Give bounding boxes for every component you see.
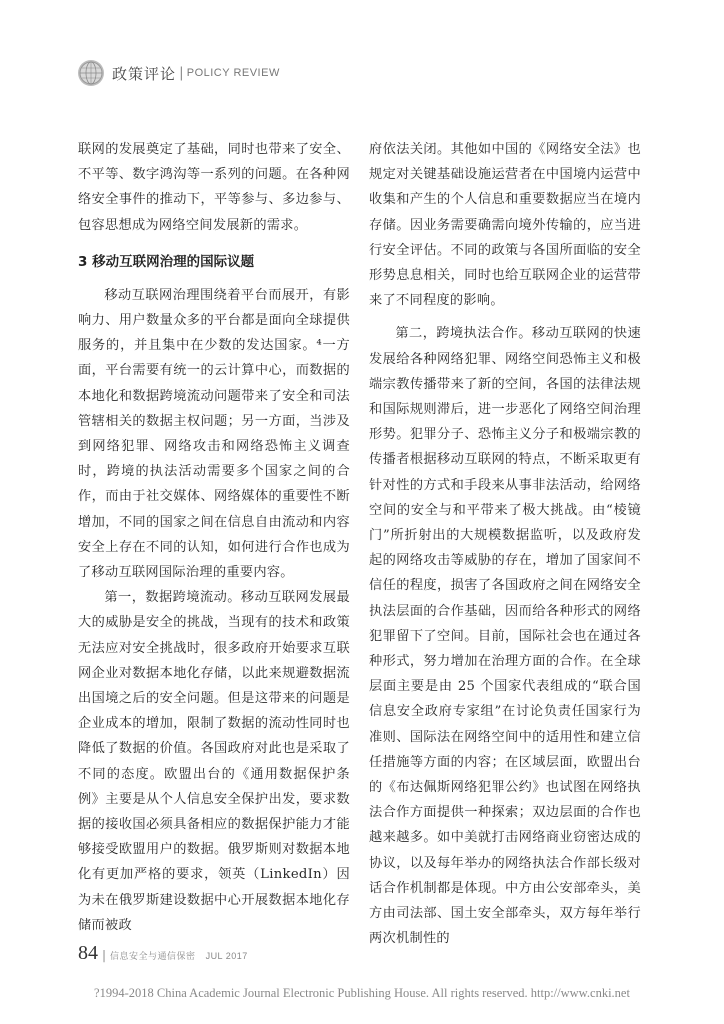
journal-name: 信息安全与通信保密: [110, 952, 196, 962]
section-heading: 3 移动互联网治理的国际议题: [78, 253, 255, 270]
journal-section-title-en: POLICY REVIEW: [186, 67, 280, 79]
left-paragraph-1: 联网的发展奠定了基础，同时也带来了安全、不平等、数字鸿沟等一系列的问题。在各种网络安全事件的推动下，平等参与、多边参与、包容思想成为网络空间发展新的需求。: [78, 142, 350, 233]
page-header: [78, 58, 280, 88]
copyright-notice: ?1994-2018 China Academic Journal Electronic Publishing House. All rights reserved. http://www.cnki.net: [94, 986, 630, 1000]
page-number: 84: [78, 942, 98, 964]
right-paragraph-2: 第二，跨境执法合作。移动互联网的快速发展给各种网络犯罪、网络空间恐怖主义和极端宗教传播带来了新的空间，各国的法律法规和国际规则滞后，进一步恶化了网络空间治理形势。犯罪分子、恐怖主义分子和极端宗教的传播者根据移动互联网的特点，不断采取更有针对性的方式和手段来从事非法活动，给网络空间的安全与和平带来了极大挑战。由“棱镜门”所折射出的大规模数据监听，以及政府发起的网络攻击等威胁的存在，增加了国家间不信任的程度，损害了各国政府之间在网络安全执法层面的合作基础，因而给各种形式的网络犯罪留下了空间。目前，国际社会也在通过各种形式，努力增加在治理方面的合作。在全球层面主要是由 25 个国家代表组成的“联合国信息安全政府专家组”在讨论负责任国家行为准则、国际法在网络空间中的适用性和建立信任措施等方面的内容；在区域层面，欧盟出台的《布达佩斯网络犯罪公约》也试图在网络执法合作方面提供一种探索；双边层面的合作也越来越多。如中美就打击网络商业窃密达成的协议，以及每年举办的网络执法合作部长级对话合作机制都是体现。中方由公安部牵头，美方由司法部、国土安全部牵头，双方每年举行两次机制性的: [369, 326, 641, 947]
right-column: [369, 137, 641, 952]
right-paragraph-1: 府依法关闭。其他如中国的《网络安全法》也规定对关键基础设施运营者在中国境内运营中收集和产生的个人信息和重要数据应当在境内存储。因业务需要确需向境外传输的，应当进行安全评估。不同的政策与各国所面临的安全形势息息相关，同时也给互联网企业的运营带来了不同程度的影响。: [369, 142, 641, 309]
page-footer: [78, 942, 248, 965]
journal-section-title: 政策评论: [112, 64, 177, 83]
header-separator: |: [179, 65, 184, 81]
globe-emblem-icon: [78, 60, 104, 86]
left-column: [78, 137, 350, 938]
footer-separator: |: [102, 948, 107, 962]
left-paragraph-2: 移动互联网治理围绕着平台而展开，有影响力、用户数量众多的平台都是面向全球提供服务的，并且集中在少数的发达国家。⁴一方面，平台需要有统一的云计算中心，而数据的本地化和数据跨境流动问题带来了安全和司法管辖相关的数据主权问题；另一方面，当涉及到网络犯罪、网络攻击和网络恐怖主义调查时，跨境的执法活动需要多个国家之间的合作，而由于社交媒体、网络媒体的重要性不断增加，不同的国家之间在信息自由流动和内容安全上存在不同的认知，如何进行合作也成为了移动互联网国际治理的重要内容。: [78, 287, 350, 581]
issue-date: JUL 2017: [205, 951, 248, 961]
left-paragraph-3: 第一，数据跨境流动。移动互联网发展最大的威胁是安全的挑战，当现有的技术和政策无法应对安全挑战时，很多政府开始要求互联网企业对数据本地化存储，以此来规避数据流出国境之后的安全问题。但是这带来的问题是企业成本的增加，限制了数据的流动性同时也降低了数据的价值。各国政府对此也是采取了不同的态度。欧盟出台的《通用数据保护条例》主要是从个人信息安全保护出发，要求数据的接收国必须具备相应的数据保护能力才能够接受欧盟用户的数据。俄罗斯则对数据本地化有更加严格的要求，领英（LinkedIn）因为未在俄罗斯建设数据中心开展数据本地化存储而被政: [78, 590, 350, 933]
